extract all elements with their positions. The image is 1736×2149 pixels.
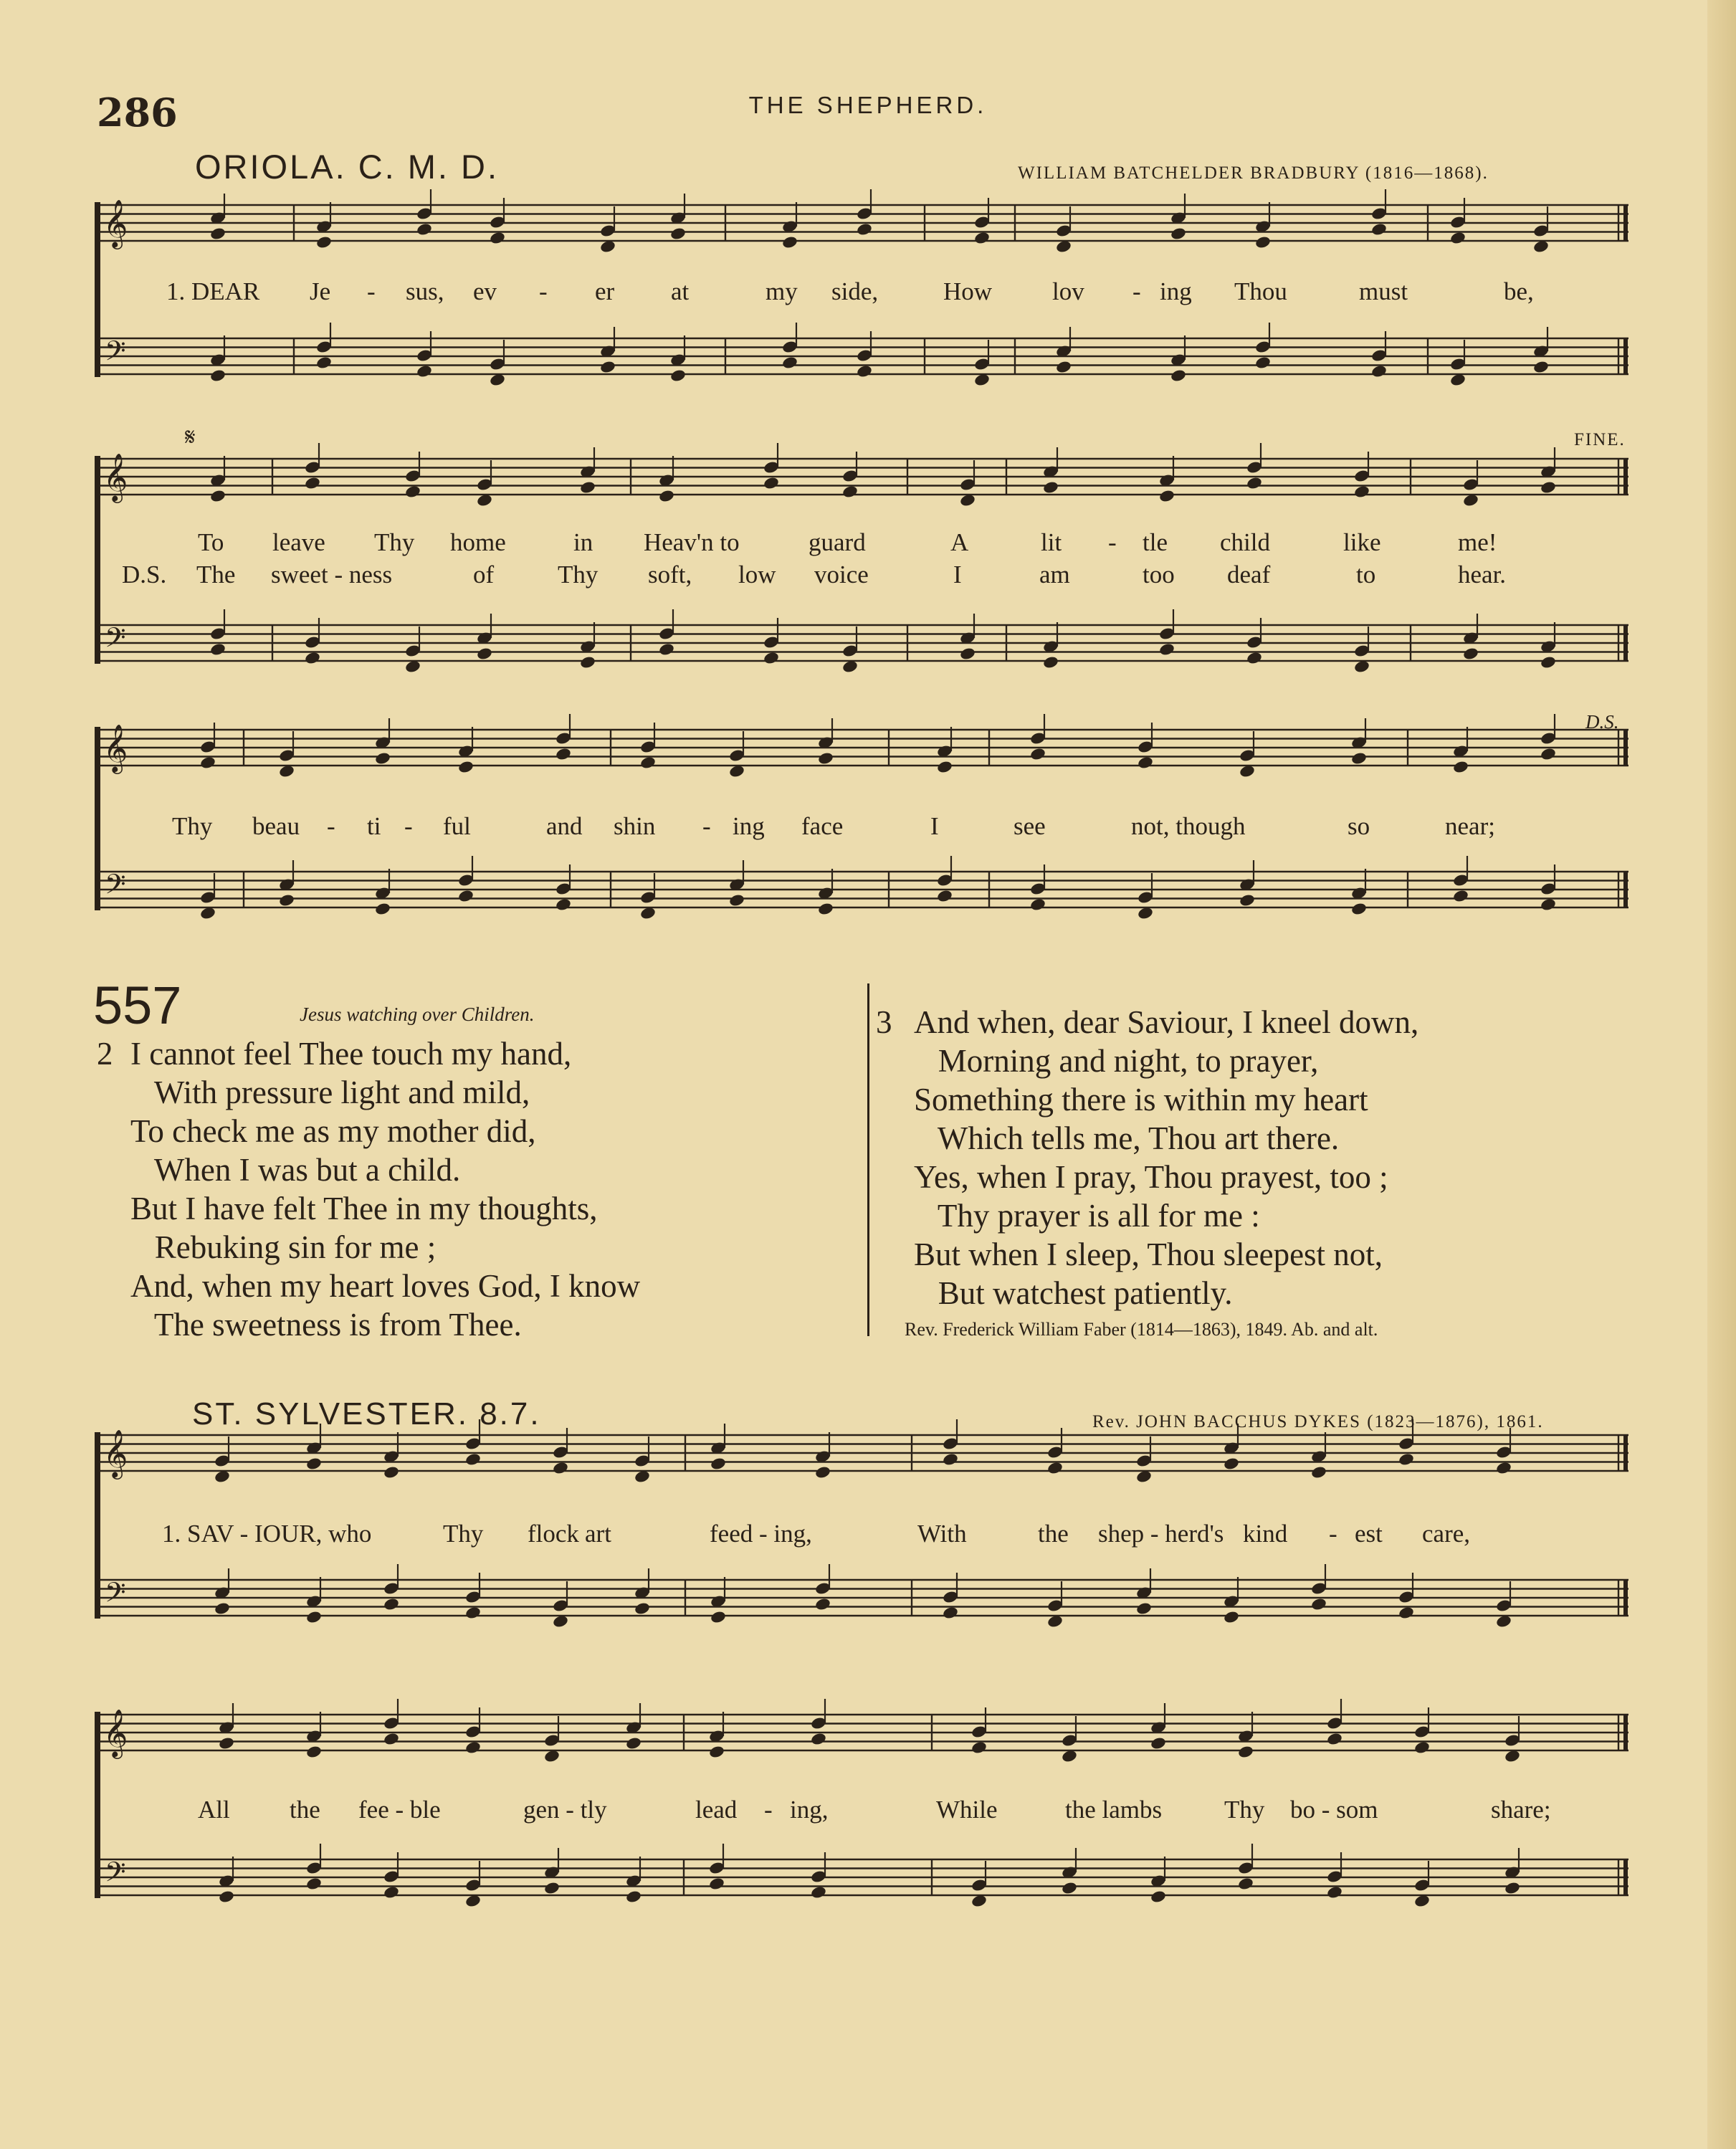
note-head [936, 889, 953, 903]
lyric-syllable: child [1220, 528, 1270, 556]
note-head [383, 1732, 400, 1746]
note-head [1310, 1597, 1327, 1611]
column-divider [867, 983, 869, 1336]
note-head [814, 1465, 831, 1479]
composer-dykes: Rev. JOHN BACCHUS DYKES (1823—1876), 1861. [1092, 1412, 1544, 1431]
treble-clef: 𝄞 [103, 1708, 128, 1757]
note-head [763, 476, 780, 490]
lyric-syllable: be, [1504, 277, 1534, 305]
note-head [543, 1881, 561, 1895]
note-head [1150, 1736, 1167, 1750]
note-head [209, 368, 226, 383]
note-head [669, 227, 687, 241]
lyric-syllable: With [917, 1520, 967, 1548]
note-head [1223, 1457, 1240, 1471]
note-head [1061, 1881, 1078, 1895]
lyric-syllable: soft, [648, 561, 692, 589]
text-credit: Rev. Frederick William Faber (1814—1863), 1849. Ab. and alt. [905, 1319, 1378, 1340]
note-head [1223, 1610, 1240, 1624]
hymn-number: 557 [93, 976, 182, 1035]
bass-clef: 𝄢 [105, 1856, 126, 1895]
note-head [214, 1601, 231, 1616]
tune-title-st-sylvester: ST. SYLVESTER. 8.7. [192, 1396, 541, 1431]
note-head [1170, 227, 1187, 241]
stanza-2-number: 2 [97, 1036, 113, 1072]
lyric-syllable: low [738, 561, 776, 589]
lyric-syllable: Je [310, 277, 331, 305]
note-head [1254, 235, 1272, 249]
lyric-syllable: Thy [374, 528, 415, 556]
note-head [304, 476, 321, 490]
note-head [1452, 889, 1469, 903]
note-head [817, 902, 834, 916]
lyric-syllable: the lambs [1065, 1796, 1163, 1824]
treble-clef: 𝄞 [103, 1429, 128, 1477]
note-head [383, 1597, 400, 1611]
note-head [1540, 747, 1557, 761]
system-bracket [95, 1432, 100, 1619]
note-head [383, 1885, 400, 1900]
note-head [555, 897, 572, 912]
stanza-line: Yes, when I pray, Thou prayest, too ; [914, 1159, 1388, 1195]
system-bracket [95, 727, 100, 910]
note-head [1150, 1890, 1167, 1904]
stanza-line: To check me as my mother did, [130, 1113, 536, 1149]
system-bracket [95, 456, 100, 664]
note-head [669, 368, 687, 383]
lyric-syllable: must [1359, 277, 1408, 305]
lyric-syllable: beau [252, 812, 300, 840]
lyric-syllable: - [327, 812, 335, 840]
treble-clef: 𝄞 [103, 723, 128, 772]
stanza-line: Something there is within my heart [914, 1082, 1368, 1118]
note-head [579, 655, 596, 670]
note-head [383, 1465, 400, 1479]
stanza-line: Morning and night, to prayer, [914, 1043, 1319, 1079]
segno-sign: 𝄋 [185, 424, 196, 451]
lyric-syllable: leave [272, 528, 325, 556]
lyric-syllable: feed - ing, [710, 1520, 812, 1548]
note-head [599, 360, 616, 374]
stanza-line: When I was but a child. [130, 1152, 461, 1188]
lyric-syllable: tle [1143, 528, 1168, 556]
tune-title-oriola: ORIOLA. C. M. D. [195, 148, 500, 186]
note-head [1353, 485, 1370, 499]
lyric-syllable: too [1143, 561, 1175, 589]
lyric-syllable: at [671, 277, 690, 305]
note-head [1449, 231, 1466, 245]
lyric-syllable: share; [1491, 1796, 1551, 1824]
lyric-syllable: kind [1243, 1520, 1288, 1548]
note-head [625, 1890, 642, 1904]
note-head [1310, 1465, 1327, 1479]
note-head [781, 356, 798, 370]
note-head [710, 1610, 727, 1624]
note-head [374, 751, 391, 766]
lyric-syllable: er [595, 277, 615, 305]
stanza-2 [130, 1034, 640, 1344]
lyric-syllable: shin [614, 812, 656, 840]
note-head [218, 1736, 235, 1750]
lyric-syllable: and [546, 812, 583, 840]
note-head [1046, 1461, 1064, 1475]
note-head [305, 1610, 323, 1624]
note-head [856, 364, 873, 378]
note-head [416, 222, 433, 237]
lyric-syllable: - [539, 277, 548, 305]
note-head [305, 1745, 323, 1759]
lyric-syllable: How [943, 277, 993, 305]
system-bracket [95, 202, 100, 377]
lyric-syllable: near; [1445, 812, 1495, 840]
note-head [639, 756, 657, 770]
stanza-line: But when I sleep, Thou sleepest not, [914, 1236, 1383, 1272]
lyric-syllable: Thou [1234, 277, 1287, 305]
stanza-line: With pressure light and mild, [130, 1074, 530, 1110]
note-head [708, 1877, 725, 1891]
note-head [1135, 1601, 1153, 1616]
lyric-syllable: my [766, 277, 798, 305]
note-head [1532, 360, 1550, 374]
note-head [209, 227, 226, 241]
note-head [1540, 480, 1557, 495]
lyric-syllable: hear. [1458, 561, 1507, 589]
note-head [1370, 222, 1388, 237]
lyric-syllable: - [764, 1796, 773, 1824]
note-head [209, 489, 226, 503]
lyric-syllable: deaf [1227, 561, 1271, 589]
lyric-syllable: voice [814, 561, 869, 589]
note-head [457, 889, 474, 903]
note-head [476, 647, 493, 661]
note-head [1462, 647, 1479, 661]
note-head [810, 1885, 827, 1900]
lyric-syllable: To [198, 528, 224, 556]
composer-bradbury: WILLIAM BATCHELDER BRADBURY (1816—1868). [1018, 163, 1489, 183]
note-head [209, 642, 226, 657]
note-head [708, 1745, 725, 1759]
note-head [1158, 642, 1175, 657]
stanza-line: The sweetness is from Thee. [130, 1307, 522, 1343]
lyric-syllable: shep - herd's [1098, 1520, 1224, 1548]
note-head [305, 1457, 323, 1471]
lyric-syllable: ing [733, 812, 765, 840]
note-head [763, 651, 780, 665]
note-head [1350, 751, 1368, 766]
lyric-syllable: - [702, 812, 711, 840]
note-head [1239, 893, 1256, 907]
note-head [1326, 1885, 1343, 1900]
lyric-syllable: ti [367, 812, 381, 840]
bass-clef: 𝄢 [105, 621, 126, 660]
lyric-syllable: - [1132, 277, 1141, 305]
note-head [817, 751, 834, 766]
lyric-syllable: the [290, 1796, 320, 1824]
lyric-syllable: I [930, 812, 939, 840]
note-head [942, 1606, 959, 1620]
note-head [278, 893, 295, 907]
lyric-syllable: home [450, 528, 506, 556]
lyric-syllable: 1. DEAR [166, 277, 260, 305]
lyric-syllable: Thy [558, 561, 598, 589]
note-head [1029, 747, 1046, 761]
lyric-syllable: Thy [1224, 1796, 1265, 1824]
note-head [1370, 364, 1388, 378]
page-number: 286 [97, 90, 178, 135]
note-head [464, 1606, 482, 1620]
fine-mark: FINE. [1574, 430, 1626, 449]
note-head [1055, 360, 1072, 374]
hymn-subtitle: Jesus watching over Children. [300, 1004, 535, 1025]
system-bracket [95, 1712, 100, 1898]
lyric-syllable: While [936, 1796, 998, 1824]
note-head [489, 231, 506, 245]
note-head [781, 235, 798, 249]
lyric-syllable: - [1329, 1520, 1337, 1548]
note-head [1504, 1881, 1521, 1895]
lyric-syllable: All [198, 1796, 230, 1824]
note-head [1042, 655, 1059, 670]
note-head [1042, 480, 1059, 495]
lyric-syllable: fee - ble [358, 1796, 441, 1824]
note-head [970, 1740, 988, 1755]
note-head [1237, 1745, 1254, 1759]
lyric-syllable: A [950, 528, 969, 556]
lyric-syllable: - [404, 812, 413, 840]
lyric-syllable: face [801, 812, 844, 840]
note-head [552, 1461, 569, 1475]
stanza-line: Which tells me, Thou art there. [914, 1120, 1340, 1156]
stanza-line: I cannot feel Thee touch my hand, [130, 1036, 572, 1072]
note-head [810, 1732, 827, 1746]
stanza-3-number: 3 [876, 1004, 892, 1040]
lyric-syllable: - [1108, 528, 1117, 556]
note-head [814, 1597, 831, 1611]
running-head: THE SHEPHERD. [748, 92, 988, 118]
lyric-syllable: 1. SAV - IOUR, who [162, 1520, 372, 1548]
note-head [1540, 655, 1557, 670]
lyric-syllable: side, [831, 277, 879, 305]
note-head [1350, 902, 1368, 916]
note-head [404, 485, 421, 499]
note-head [728, 893, 745, 907]
note-head [973, 231, 991, 245]
lyric-syllable: bo - som [1290, 1796, 1378, 1824]
note-head [374, 902, 391, 916]
note-head [1246, 651, 1263, 665]
note-head [555, 747, 572, 761]
note-head [1137, 756, 1154, 770]
lyric-syllable: The [196, 561, 236, 589]
note-head [199, 756, 216, 770]
lyric-syllable: lit [1041, 528, 1062, 556]
note-head [315, 356, 333, 370]
lyric-syllable: gen - tly [523, 1796, 607, 1824]
lyric-syllable: not, though [1131, 812, 1246, 840]
note-head [856, 222, 873, 237]
lyric-syllable: ful [443, 812, 471, 840]
note-head [658, 642, 675, 657]
note-head [1398, 1452, 1415, 1467]
lyric-syllable: I [953, 561, 962, 589]
lyric-syllable: ev [473, 277, 497, 305]
note-head [1029, 897, 1046, 912]
lyric-syllable: Thy [172, 812, 213, 840]
note-head [1326, 1732, 1343, 1746]
bass-clef: 𝄢 [105, 335, 126, 373]
lyric-syllable: am [1039, 561, 1070, 589]
lyric-syllable: ing [1160, 277, 1192, 305]
stanza-line: But watchest patiently. [914, 1275, 1233, 1311]
note-head [305, 1877, 323, 1891]
lyric-syllable: sweet - ness [271, 561, 393, 589]
stanza-line: Thy prayer is all for me : [914, 1198, 1260, 1234]
note-head [936, 760, 953, 774]
lyric-syllable: lead [695, 1796, 738, 1824]
note-head [304, 651, 321, 665]
lyric-syllable: Heav'n to [644, 528, 740, 556]
note-head [1413, 1740, 1431, 1755]
lyric-syllable: like [1343, 528, 1381, 556]
stanza-3 [914, 1003, 1418, 1312]
note-head [315, 235, 333, 249]
lyric-syllable: the [1038, 1520, 1069, 1548]
note-head [1246, 476, 1263, 490]
lyric-syllable: ing, [790, 1796, 829, 1824]
lyric-syllable: to [1356, 561, 1376, 589]
note-head [710, 1457, 727, 1471]
lyric-syllable: lov [1052, 277, 1084, 305]
note-head [625, 1736, 642, 1750]
lyric-syllable: D.S. [122, 561, 167, 589]
note-head [457, 760, 474, 774]
note-head [1254, 356, 1272, 370]
note-head [416, 364, 433, 378]
bass-clef: 𝄢 [105, 868, 126, 907]
note-head [579, 480, 596, 495]
note-head [1237, 1877, 1254, 1891]
bass-clef: 𝄢 [105, 1576, 126, 1615]
lyric-syllable: est [1355, 1520, 1383, 1548]
note-head [218, 1890, 235, 1904]
treble-clef: 𝄞 [103, 199, 128, 247]
lyric-syllable: flock [528, 1520, 579, 1548]
lyric-syllable: see [1014, 812, 1046, 840]
stanza-line: And when, dear Saviour, I kneel down, [914, 1004, 1419, 1040]
note-head [464, 1452, 482, 1467]
note-head [1495, 1461, 1512, 1475]
note-head [464, 1740, 482, 1755]
treble-clef: 𝄞 [103, 452, 128, 501]
note-head [1170, 368, 1187, 383]
lyric-syllable: sus, [406, 277, 444, 305]
note-head [942, 1452, 959, 1467]
note-head [1158, 489, 1175, 503]
note-head [634, 1601, 651, 1616]
note-head [959, 647, 976, 661]
lyric-syllable: of [473, 561, 495, 589]
note-head [1398, 1606, 1415, 1620]
note-head [1452, 760, 1469, 774]
lyric-syllable: in [573, 528, 593, 556]
stanza-line: And, when my heart loves God, I know [130, 1268, 641, 1304]
lyric-syllable: art [585, 1520, 611, 1548]
lyric-syllable: Thy [443, 1520, 484, 1548]
lyric-syllable: so [1348, 812, 1370, 840]
lyric-syllable: guard [809, 528, 866, 556]
note-head [841, 485, 859, 499]
ds-mark: D.S. [1585, 711, 1619, 733]
stanza-line: But I have felt Thee in my thoughts, [130, 1191, 598, 1226]
stanza-line: Rebuking sin for me ; [130, 1229, 437, 1265]
note-head [1540, 897, 1557, 912]
lyric-syllable: - [367, 277, 376, 305]
lyric-syllable: me! [1458, 528, 1497, 556]
lyric-syllable: care, [1422, 1520, 1471, 1548]
note-head [658, 489, 675, 503]
